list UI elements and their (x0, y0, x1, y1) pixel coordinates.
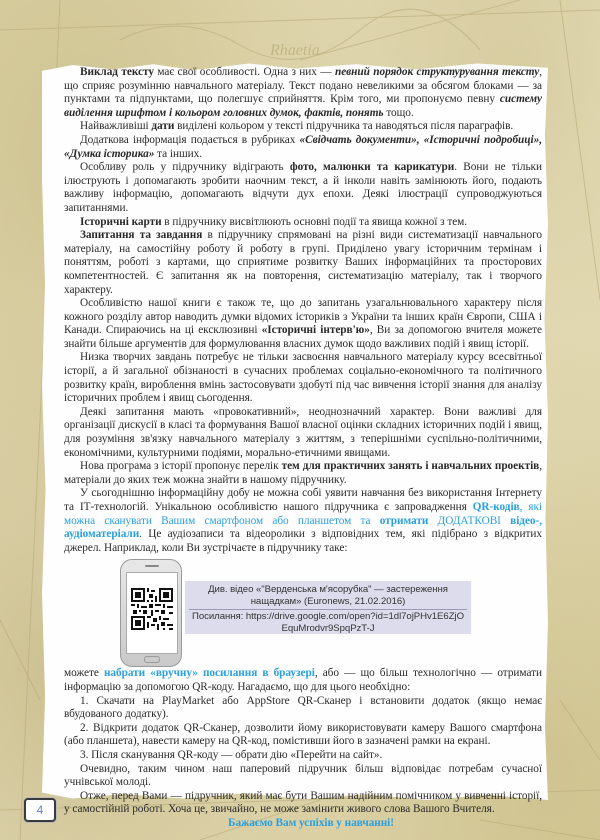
video-caption: Див. відео «"Верденська м'ясорубка" — застереження нащадкам» (Euronews, 21.02.2016) (208, 584, 448, 608)
body-text: Особливу роль у підручнику відіграють (80, 161, 290, 174)
paragraph (64, 229, 542, 297)
emphasis-text: Запитання та завдання (80, 229, 203, 242)
paragraph (64, 667, 542, 694)
emphasis-text: отримати (379, 514, 429, 527)
qr-code-icon[interactable] (131, 588, 173, 630)
body-text: Деякі запитання мають «провокативний», неоднозначний характер. Вони важливі для організації дискусії в класі та формування Вашої власної оцінки складних історичних подій і явищ, для розуміння зв'язку навчального матеріалу з життям, з теперішніми суспільно-політичними, економічними, культурними подіями, морально-етичними явищами. (64, 405, 542, 459)
info-box-divider (189, 609, 467, 610)
page-number: 4 (24, 798, 56, 822)
emphasis-text: дати (151, 120, 175, 133)
paragraph (64, 763, 542, 790)
body-text: 2. Відкрити додаток QR-Сканер, дозволити йому використовувати камеру Вашого смартфона (або планшета), навести камеру на QR-код, помістивши його в зазначені рамки на екрані. (64, 721, 542, 748)
emphasis-text: набрати «вручну» посилання в браузері (103, 667, 315, 680)
body-text: в підручнику спрямовані на різні види систематизації навчального матеріалу, на самостійну роботу й роботу в групі. Приділено увагу історичним термінам і поняттям, роботі з картами, що сприятиме розвитку Ваших інформаційних та просторових компетентностей. Є запитання як на повторення, систематизацію матеріалу, так і творчого характеру. (64, 229, 542, 296)
svg-text:Rhaetia: Rhaetia (270, 42, 320, 59)
emphasis-text: Виклад тексту (80, 66, 154, 78)
paragraph (64, 790, 542, 817)
body-text: 1. Скачати на PlayMarket або AppStore QR-Сканер і встановити додаток (якщо немає вбудованого додатку). (64, 694, 542, 721)
paragraph (64, 695, 542, 722)
body-text: в підручнику висвітлюють основні події та явища кожної з тем. (161, 215, 468, 228)
emphasis-text: Історичні карти (80, 215, 162, 228)
body-text: Очевидно, таким чином наш паперовий підручник більш відповідає потребам сучасної учнівської молоді. (64, 762, 542, 789)
body-text: Додаткова інформація подається в рубриках (80, 133, 300, 146)
phone-speaker-icon (145, 565, 159, 567)
paragraph (64, 460, 542, 487)
emphasis-text: ДОДАТКОВІ (428, 514, 511, 527)
paragraph (64, 297, 542, 351)
body-text: Низка творчих завдань потребує не тільки засвоєння навчального матеріалу курсу всесвітньої історії, а й загальної обізнаності в сучасних проблемах соціально-економічного та політичного розвитку країн, вироблення вмінь застосовувати здобуті під час вивчення історії знання для аналізу історичних проблем і явищ сьогодення. (64, 351, 542, 405)
paragraph (64, 216, 542, 230)
body-text: можете (64, 667, 104, 680)
paragraph (64, 722, 542, 749)
paragraph (64, 66, 542, 120)
phone-screen (126, 572, 178, 654)
body-text: , що сприяє розумінню навчального матеріалу. Текст подано невеликими за обсягом блоками — за пунктами та підпунктами, що полегшує сприйняття. Крім того, ми пропонуємо певну (64, 66, 542, 106)
body-text: Особливістю нашої книги є також те, що до запитань узагальнювального характеру після кожного розділу автор наводить думки відомих істориків з України та інших країн Європи, США і Канади. Спираючись на ці ексклюзивні (64, 297, 542, 337)
body-text: Отже, перед Вами — підручник, який має бути Вашим надійним помічником у вивченні історії, у самостійній роботі. Хоча це, звичайно, не може замінити живого слова Вашого Вчителя. (64, 789, 542, 816)
emphasis-text: «Історичні інтерв'ю» (261, 324, 370, 337)
emphasis-text: відео-, аудіоматеріали (64, 514, 542, 541)
body-text: має свої особливості. Одна з них — (153, 66, 335, 78)
phone-illustration (120, 559, 182, 667)
phone-home-button-icon (144, 656, 160, 663)
emphasis-text: , які можна сканувати Вашим смартфоном або планшетом та (64, 501, 542, 527)
page-body (64, 66, 542, 831)
paragraph (64, 120, 542, 134)
body-text: та інших. (154, 147, 202, 160)
qr-example-block (64, 559, 542, 665)
body-text: , матеріали до яких теж можна знайти в нашому підручнику. (64, 460, 542, 486)
paragraph (64, 406, 542, 460)
video-link[interactable]: Посилання: https://drive.google.com/open?id=1dl7ojPHv1E6ZjOEquMrodvr9SpqPzT-J (191, 611, 464, 635)
emphasis-text: систему виділення шрифтом і кольором головних думок, фактів, понять (64, 93, 542, 119)
body-text: виділені кольором у тексті підручника та наводяться після параграфів. (174, 120, 514, 133)
video-info-box (185, 581, 471, 634)
paragraphs-after-qr (64, 667, 542, 817)
paragraphs-before-qr (64, 66, 542, 555)
emphasis-text: тем для практичних занять і навчальних проектів (281, 460, 540, 473)
body-text: , або — що більш технологічно — отримати інформацію за допомогою QR-коду. Нагадаємо, що для цього необхідно: (64, 667, 543, 693)
paragraph (64, 749, 542, 763)
body-text: У сьогоднішню інформаційну добу не можна собі уявити навчання без використання Інтернету та ІТ-технологій. Унікальною особливістю нашого підручника є запровадження (64, 487, 542, 513)
emphasis-text: фото, малюнки та карикатури (289, 161, 455, 174)
body-text: 3. Після сканування QR-коду — обрати дію «Перейти на сайт». (80, 748, 383, 761)
emphasis-text: певний порядок структурування тексту (334, 66, 540, 78)
body-text: , Ви за допомогою вчителя можете знайти більше аргументів для формулювання власних думок щодо важливих подій і явищ історії. (64, 324, 542, 350)
emphasis-text: QR-кодів (472, 501, 520, 513)
paragraph (64, 487, 542, 555)
paragraph (64, 351, 542, 405)
body-text: тощо. (383, 106, 414, 119)
paragraph (64, 134, 542, 161)
body-text: Нова програма з історії пропонує перелік (80, 460, 282, 473)
emphasis-text: «Свідчать документи», «Історичні подробиці», «Думка історика» (64, 133, 542, 160)
body-text: . Це аудіозаписи та відеоролики з відповідних тем, які підібрано з відкритих джерел. Наприклад, коли Ви зустрічаєте в підручнику таке: (64, 528, 542, 554)
body-text: . Вони не тільки ілюструють і допомагають зробити наочним текст, а й інколи навіть замінюють його, подають важливу інформацію, допомагають відчути дух епохи. Деякі ілюстрації супроводжуються запитаннями. (64, 161, 542, 214)
closing-wish: Бажаємо Вам успіхів у навчанні! (228, 816, 394, 829)
paragraph (64, 161, 542, 215)
body-text: Найважливіші (80, 120, 152, 133)
